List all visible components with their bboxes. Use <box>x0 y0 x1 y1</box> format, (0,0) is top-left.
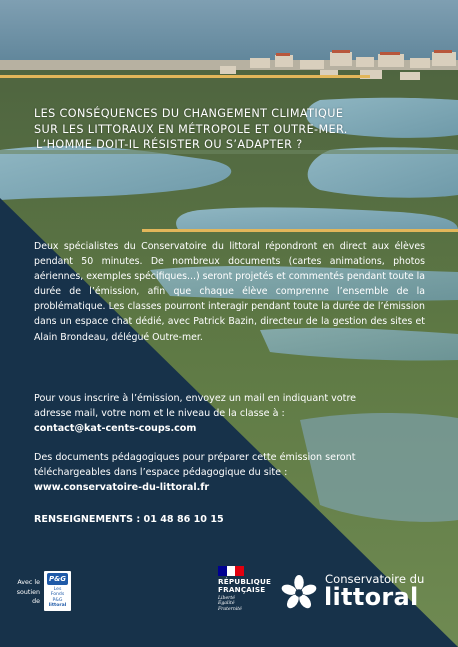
inscription-paragraph <box>34 391 434 437</box>
devise-line-3: Fraternité <box>218 606 242 612</box>
documents-line-1: Des documents pédagogiques pour préparer cette émission seront <box>34 452 356 463</box>
pg-line-1: Les <box>53 587 62 592</box>
renseignements-phone: RENSEIGNEMENTS : 01 48 86 10 15 <box>34 514 224 525</box>
title-line-2: SUR LES LITTORAUX EN MÉTROPOLE ET OUTRE-MER. <box>34 122 348 136</box>
devise-line-2: Égalité <box>218 601 235 607</box>
flower-icon <box>280 574 318 612</box>
documents-line-2: téléchargeables dans l’espace pédagogique du site : <box>34 467 288 479</box>
title-line-1: LES CONSÉQUENCES DU CHANGEMENT CLIMATIQUE <box>34 107 344 120</box>
soutien-line-3: de <box>32 598 40 605</box>
pg-brand: P&G <box>47 573 68 585</box>
pg-line-2: Fonds P&G <box>50 592 65 603</box>
soutien-line-1: Avec le <box>17 579 40 586</box>
pg-logo-text <box>46 587 69 609</box>
french-flag-icon <box>218 566 244 576</box>
republique-name <box>218 578 271 595</box>
conservatoire-du-littoral-logo <box>280 570 440 614</box>
republique-line-1: RÉPUBLIQUE <box>218 577 272 586</box>
republique-francaise-logo <box>214 566 278 618</box>
website-link[interactable]: www.conservatoire-du-littoral.fr <box>34 482 210 494</box>
title-line-3: L’HOMME DOIT-IL RÉSISTER OU S’ADAPTER ? <box>36 138 303 151</box>
inscription-line-2: adresse mail, votre nom et le niveau de la classe à : <box>34 408 285 420</box>
republique-devise <box>218 596 242 612</box>
inscription-line-1: Pour vous inscrire à l’émission, envoyez un mail en indiquant votre <box>34 393 357 404</box>
conservatoire-line-1: Conservatoire du <box>325 572 425 586</box>
accent-line-middle <box>142 229 458 232</box>
intro-paragraph: Deux spécialistes du Conservatoire du littoral répondront en direct aux élèves pendant 50 minutes. De nombreux documents (cartes animations, photos aériennes, exemples spécifiques...) seront projetés et commentés pendant toute la durée de l’émission, afin que chaque élève comprenne l’ensemble de la problématique. Les classes pourront interagir pendant toute la durée de l’émission dans un espace chat dédié, avec Patrick Bazin, directeur de la gestion des sites et Alain Brondeau, délégué Outre-mer. <box>34 241 425 343</box>
soutien-line-2: soutien <box>16 588 40 596</box>
pg-line-3: littoral <box>48 603 67 609</box>
soutien-label <box>8 578 40 607</box>
pg-fonds-littoral-logo <box>44 571 71 611</box>
documents-paragraph <box>34 450 434 496</box>
page-title <box>34 106 434 153</box>
devise-line-1: Liberté <box>218 596 235 601</box>
conservatoire-line-2: littoral <box>324 583 419 611</box>
contact-email-link[interactable]: contact@kat-cents-coups.com <box>34 423 197 435</box>
accent-line-top <box>0 75 370 78</box>
republique-line-2: FRANÇAISE <box>218 585 266 595</box>
